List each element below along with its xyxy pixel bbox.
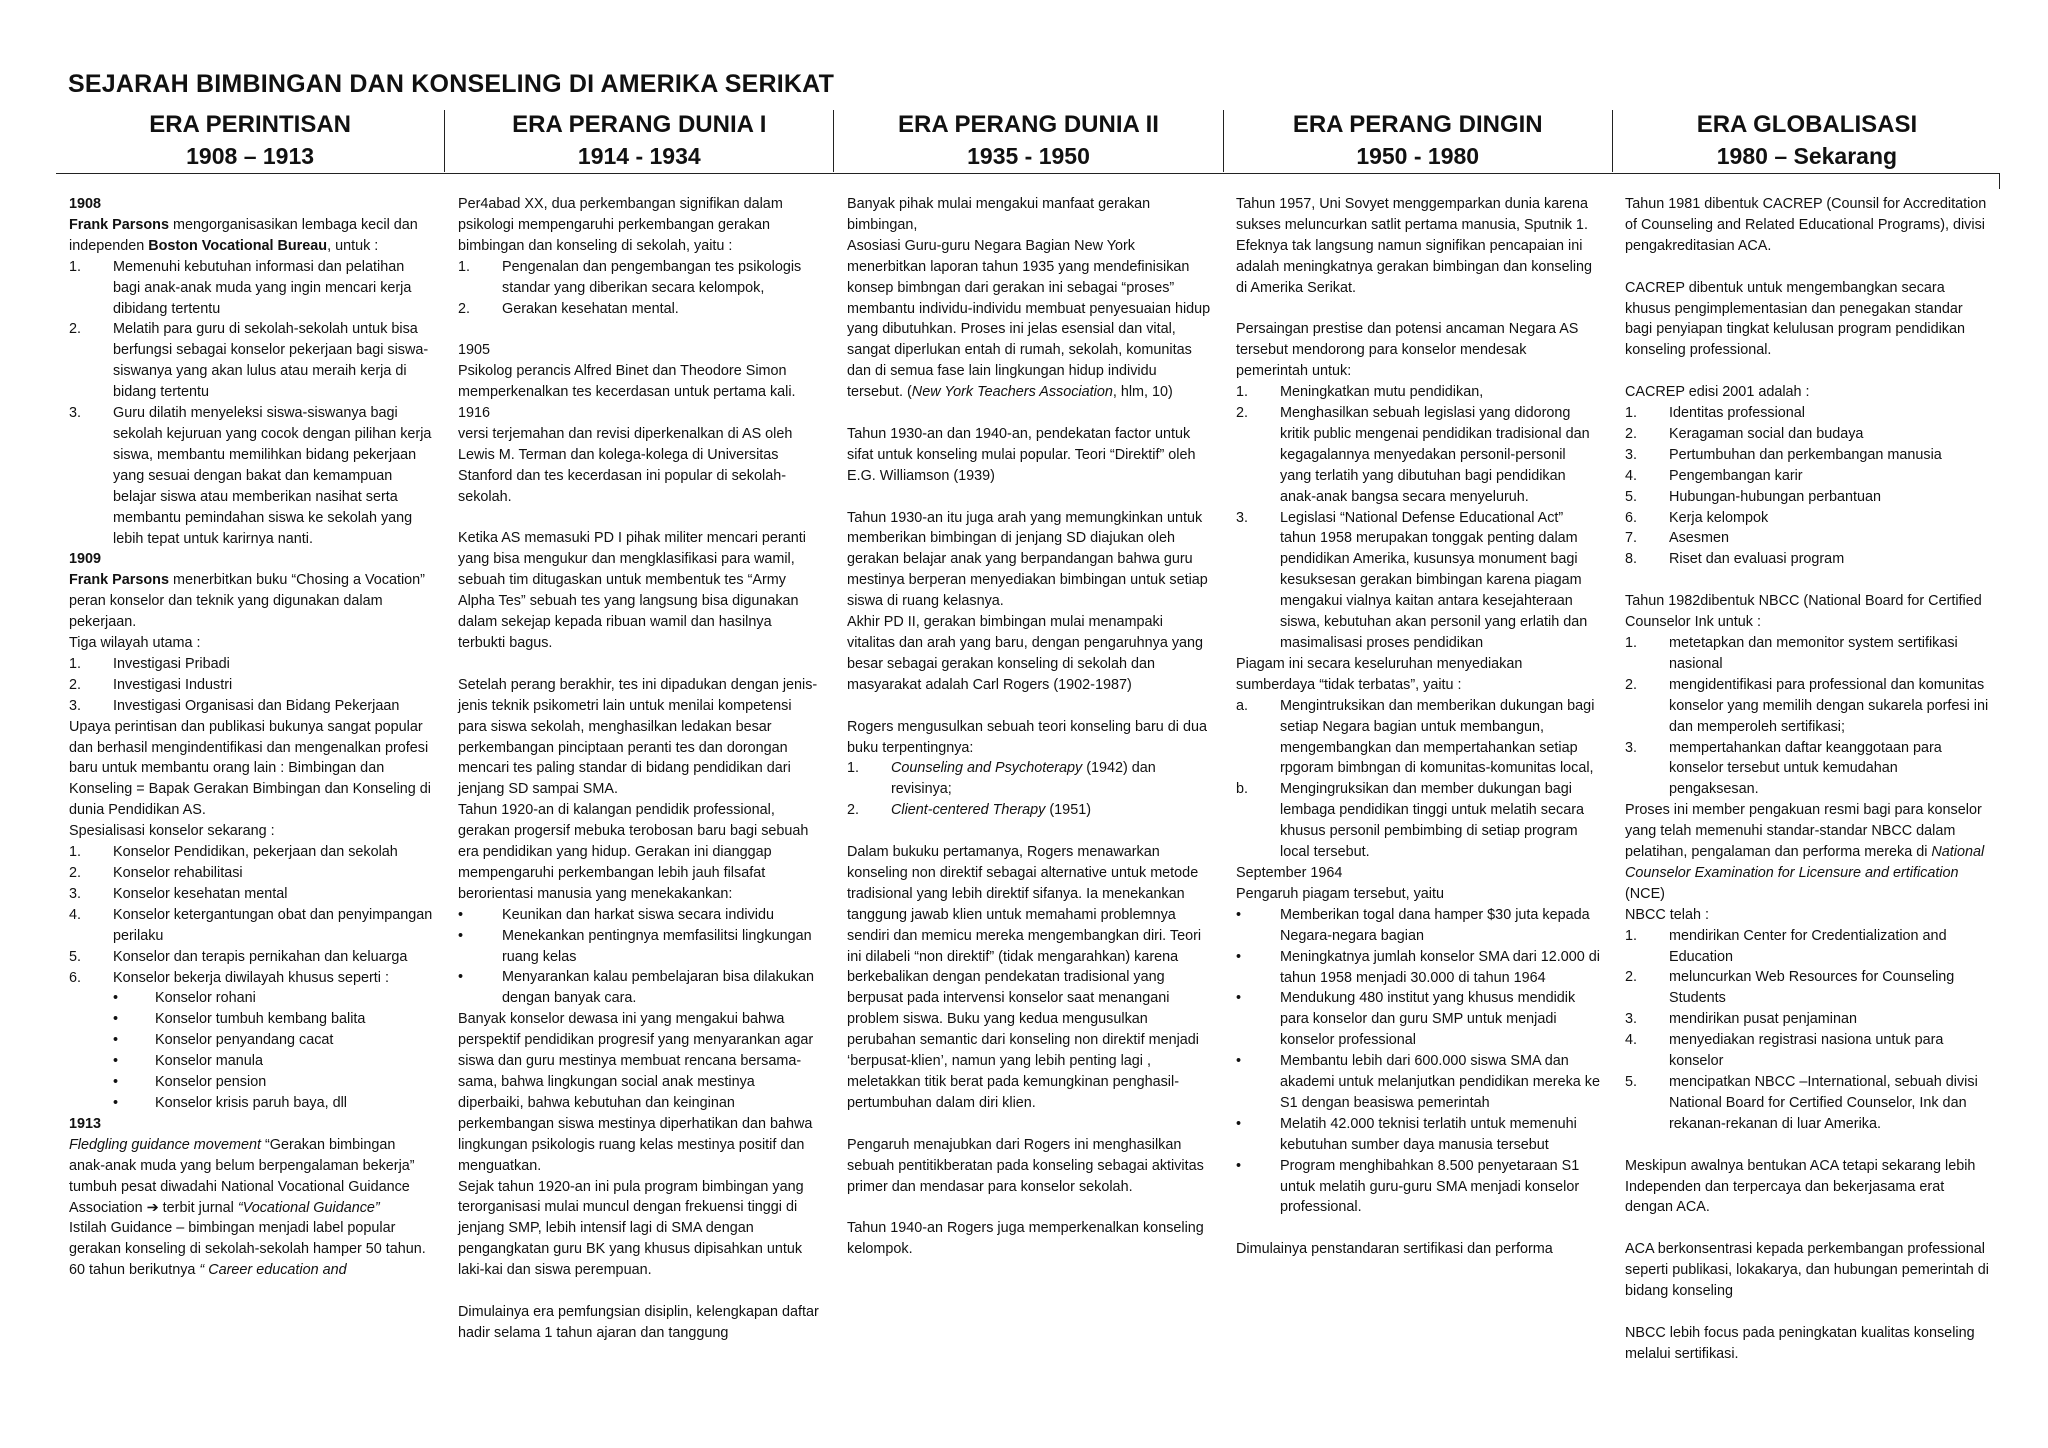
list-item [1625,549,1989,570]
numbered-list [69,842,433,1114]
header-divider-tick [1999,173,2000,189]
paragraph [847,236,1211,403]
list-text: Mendukung 480 institut yang khusus mendidik para konselor dan guru SMP untuk menjadi konselor professional [1280,990,1576,1049]
list-marker: 2. [1625,676,1638,693]
list-text: Konselor kesehatan mental [113,885,288,902]
list-marker: 5. [69,948,82,965]
list-item [1625,508,1989,529]
list-item [69,654,433,675]
paragraph: Pengaruh piagam tersebut, yaitu [1236,885,1444,902]
list-marker: 3. [1236,509,1249,526]
paragraph [69,570,433,633]
list-text: Mengingruksikan dan member dukungan bagi lembaga pendidikan tinggi untuk melatih secara khusus personil pembimbing di setiap program local tersebut. [1280,781,1584,861]
paragraph: Tahun 1957, Uni Sovyet menggemparkan dunia karena sukses meluncurkan satlit pertama manusia, Sputnik 1. Efeknya tak langsung namun signifikan pencapaian ini adalah meningkatnya gerakan bimbingan dan konseling di Amerika Serikat. [1236,196,1593,296]
list-text: Meningkatkan mutu pendidikan, [1280,384,1484,401]
list-marker: 4. [1625,467,1638,484]
person-name: Frank Parsons [69,216,169,233]
text-run: menerbitkan buku “Chosing a Vocation” peran konselor dan teknik yang digunakan dalam pekerjaan. [69,572,425,631]
bullet-icon: • [1236,906,1242,923]
list-text: Investigasi Industri [113,676,233,693]
list-marker: 3. [69,885,82,902]
list-text: menyediakan registrasi nasiona untuk para konselor [1669,1032,1944,1070]
era-years: 1908 – 1913 [186,143,315,169]
list-item [69,257,433,320]
bullet-icon: • [1236,1157,1242,1174]
list-marker: 1. [1625,405,1638,422]
bullet-icon: • [1236,990,1242,1007]
text-run: , untuk : [327,237,379,254]
list-item [458,257,822,299]
era-years: 1935 - 1950 [967,143,1090,169]
list-marker: 2. [1625,425,1638,442]
spacer [1625,257,1989,278]
list-item [1625,403,1989,424]
year-heading: 1909 [69,551,102,568]
paragraph: Tahun 1940-an Rogers juga memperkenalkan konseling kelompok. [847,1220,1204,1258]
era-name: ERA PERANG DINGIN [1292,111,1543,138]
list-text [891,800,1211,821]
paragraph [69,1135,433,1219]
paragraph: Banyak konselor dewasa ini yang mengakui bahwa perspektif pendidikan progresif yang menyarankan agar siswa dan guru mestinya membuat rencana bersama-sama, bahwa lingkungan social anak mestinya diperbaiki, bahwa kebutuhan dan keinginan perkembangan siswa mestinya diperhatikan dan bahwa lingkungan psikologis ruang kelas mestinya positif dan menguatkan. [458,1011,814,1174]
list-text: Asesmen [1669,530,1729,547]
bullet-item [69,1030,433,1051]
bullet-icon: • [458,906,464,923]
list-text: Menekankan pentingnya memfasilitsi lingkungan ruang kelas [502,927,812,965]
bullet-item [1236,1051,1600,1114]
list-item [69,319,433,403]
paragraph: versi terjemahan dan revisi diperkenalkan di AS oleh Lewis M. Terman dan kolega-kolega di Universitas Stanford dan tes kecerdasan ini popular di sekolah-sekolah. [458,425,793,505]
bullet-item [1236,988,1600,1051]
list-text: Konselor ketergantungan obat dan penyimpangan perilaku [113,906,433,944]
paragraph: NBCC telah : [1625,906,1709,923]
list-item [69,863,433,884]
list-text: Investigasi Pribadi [113,655,230,672]
paragraph: Rogers mengusulkan sebuah teori konseling baru di dua buku terpentingnya: [847,718,1207,756]
bullet-list [458,905,822,1010]
list-item [1236,696,1600,780]
list-marker: 2. [847,802,860,819]
list-marker: 1. [1625,634,1638,651]
bullet-icon: • [113,1094,119,1111]
list-item [1625,738,1989,801]
list-text: Riset dan evaluasi program [1669,551,1845,568]
spacer [458,508,822,529]
era-header-perang-dingin [1223,110,1612,172]
list-item [1625,675,1989,738]
list-text: Hubungan-hubungan perbantuan [1669,488,1882,505]
paragraph: Per4abad XX, dua perkembangan signifikan dalam psikologi mempengaruhi perkembangan gerakan bimbingan dan konseling di sekolah, yaitu : [458,196,783,254]
bullet-icon: • [1236,948,1242,965]
list-text: Melatih 42.000 teknisi terlatih untuk memenuhi kebutuhan sumber daya manusia tersebut [1280,1115,1577,1153]
list-item [1625,424,1989,445]
spacer [1625,570,1989,591]
paragraph: Ketika AS memasuki PD I pihak militer mencari peranti yang bisa mengukur dan mengklasifikasi para wamil, sebuah tim ditugaskan untuk membentuk tes “Army Alpha Tes” sebuah tes yang langsung bisa digunakan dalam sekejap kepada ribuan wamil dan hasilnya terbukti bagus. [458,530,806,651]
paragraph: Banyak pihak mulai mengakui manfaat gerakan bimbingan, [847,196,1151,233]
list-marker: 1. [69,258,82,275]
paragraph [69,1260,433,1281]
column-perintisan [56,194,445,1434]
spacer [1625,1302,1989,1323]
bullet-item [69,1093,433,1114]
bullet-item [1236,1114,1600,1156]
paragraph [69,215,433,257]
era-years: 1980 – Sekarang [1716,143,1898,169]
list-marker: 2. [458,300,471,317]
bullet-item [458,926,822,968]
list-marker: 3. [1625,1011,1638,1028]
era-name: ERA PERANG DUNIA I [512,111,767,138]
spacer [847,487,1211,508]
list-text: Melatih para guru di sekolah-sekolah untuk bisa berfungsi sebagai konselor pekerjaan bagi siswa-siswanya yang akan lulus atau meraih kerja di bidang tertentu [113,321,429,401]
paragraph: CACREP edisi 2001 adalah : [1625,384,1810,401]
numbered-list [69,654,433,717]
paragraph: Tahun 1930-an dan 1940-an, pendekatan factor untuk sifat untuk konseling mulai popular. Teori “Direktif” oleh E.G. Williamson (1939) [847,425,1196,484]
numbered-list [1625,926,1989,1135]
list-text: Konselor manula [155,1053,263,1070]
list-text: Pengembangan karir [1669,467,1803,484]
list-marker: 2. [1236,405,1249,422]
bullet-item [458,905,822,926]
column-perang-dingin [1223,194,1612,1434]
list-marker: 1. [69,844,82,861]
spacer [1625,1218,1989,1239]
list-item [1236,382,1600,403]
list-marker: 1. [458,258,471,275]
text-run: (1942) dan revisinya; [891,760,1156,798]
bullet-item [69,1051,433,1072]
bullet-item [69,988,433,1009]
paragraph: Dimulainya era pemfungsian disiplin, kelengkapan daftar hadir selama 1 tahun ajaran dan tanggung [458,1303,819,1341]
era-header-row [56,110,2001,172]
bullet-icon: • [113,1011,119,1028]
header-divider-line [56,173,2000,174]
era-header-globalisasi [1612,110,2001,172]
text-run: Proses ini member pengakuan resmi bagi para konselor yang telah memenuhi standar-standar NBCC dalam pelatihan, pengalaman dan performa mereka di [1625,802,1982,861]
paragraph: Upaya perintisan dan publikasi bukunya sangat popular dan berhasil mengindentifikasi dan mengenalkan profesi baru untuk membantu orang lain : Bimbingan dan Konseling = Bapak Gerakan Bimbingan dan Konseling di dunia Pendidikan AS. [69,718,432,819]
era-header-perintisan [56,110,444,172]
italic-run: New York Teachers Association [911,384,1113,401]
list-text: Gerakan kesehatan mental. [502,300,679,317]
column-perang-dunia-1 [445,194,834,1434]
text-run: “Gerakan bimbingan anak-anak muda yang belum berpengalaman bekerja” tumbuh pesat diwadahi National Vocational Guidance Association [69,1136,415,1216]
bullet-item [1236,947,1600,989]
book-title: Client-centered Therapy [891,802,1046,819]
text-run: 60 tahun berikutnya [69,1262,200,1279]
paragraph: ACA berkonsentrasi kepada perkembangan professional seperti publikasi, lokakarya, dan hubungan pemerintah di bidang konseling [1625,1241,1989,1300]
paragraph: Akhir PD II, gerakan bimbingan mulai menampaki vitalitas dan arah yang baru, dengan pengaruhnya yang besar sebagai gerakan konseling di sekolah dan masyarakat adalah Carl Rogers (1902-1987) [847,614,1204,693]
bullet-item [1236,1156,1600,1219]
spacer [1236,299,1600,320]
arrow-right-icon: ➔ [146,1199,159,1216]
year-label: 1905 [458,342,491,359]
list-text: Menghasilkan sebuah legislasi yang didorong kritik public mengenai pendidikan tradisional dan kegagalannya menyedakan personil-personil yang terlatih yang dibutuhan bagi pendidikan anak-anak bangsa secara menyeluruh. [1280,405,1590,505]
list-text: Konselor Pendidikan, pekerjaan dan sekolah [113,844,398,861]
spacer [1236,1218,1600,1239]
era-years: 1950 - 1980 [1356,143,1480,169]
spacer [847,1114,1211,1135]
list-marker: a. [1236,697,1249,714]
list-item [69,696,433,717]
spacer [458,654,822,675]
bullet-icon: • [113,1074,119,1091]
list-marker: 1. [69,655,82,672]
list-marker: 4. [1625,1032,1638,1049]
list-marker: 1. [1625,927,1638,944]
spacer [847,1197,1211,1218]
year-label: 1916 [458,405,491,422]
list-text: Memenuhi kebutuhan informasi dan pelatihan bagi anak-anak muda yang ingin mencari kerja dibidang tertentu [113,258,412,317]
text-run: (NCE) [1625,885,1665,902]
era-header-perang-dunia-1 [444,110,833,172]
list-item [458,299,822,320]
italic-run: “ Career education and [199,1262,347,1279]
list-marker: 5. [1625,1074,1638,1091]
list-marker: 2. [69,865,82,881]
list-marker: 6. [1625,509,1638,526]
list-text: mencipatkan NBCC –International, sebuah divisi National Board for Certified Counselor, Ink dan rekanan-rekanan di luar Amerika. [1669,1074,1978,1132]
bullet-icon: • [458,927,464,944]
bullet-icon: • [113,1053,119,1070]
paragraph: Meskipun awalnya bentukan ACA tetapi sekarang lebih Independen dan terpercaya dan bekerjasama erat dengan ACA. [1625,1157,1976,1216]
text-run: , hlm, 10) [1112,384,1173,401]
list-item [1625,967,1989,1009]
year-heading: 1913 [69,1115,102,1132]
list-item [69,842,433,863]
list-text: Memberikan togal dana hamper $30 juta kepada Negara-negara bagian [1280,906,1590,944]
list-item [69,884,433,905]
bullet-icon: • [113,990,119,1007]
list-item [69,675,433,696]
numbered-list [847,758,1211,821]
list-item [847,758,1211,800]
paragraph: Tahun 1920-an di kalangan pendidik professional, gerakan progersif mebuka terobosan baru bagi sebuah era pendidikan yang hidup. Gerakan ini dianggap mempengaruhi perkembangan lebih jauh filsafat berorientasi manusia yang menekakankan: [458,802,809,902]
list-item [1625,926,1989,968]
paragraph: Dalam bukuku pertamanya, Rogers menawarkan konseling non direktif sebagai alternative untuk metode tradisional yang lebih direktif sifanya. Ia menekankan tanggung jawab klien untuk memahami problemnya sendiri dan memicu mereka mengembangkan diri. Teori ini dilabeli “non direktif” (tidak mengarahkan) karena berkebalikan dengan pendekatan tradisional yang berpusat pada intervensi konselor saat menangani problem siswa. Buku yang kedua mengusulkan perubahan semantic dari konseling non direktif menjadi ‘berpusat-klien’, namun yang lebih penting lagi , meletakkan titik berat pada kemungkinan penghasil-pertumbuhan dalam diri klien. [847,844,1202,1111]
bullet-icon: • [458,969,464,986]
list-text: metetapkan dan memonitor system sertifikasi nasional [1669,634,1958,672]
paragraph: Tahun 1930-an itu juga arah yang memungkinkan untuk memberikan bimbingan di jenjang SD diajukan oleh gerakan belajar anak yang berpandangan bahwa guru mestinya berperan menyediakan bimbingan untuk setiap siswa di ruang kelasnya. [847,509,1208,610]
list-marker: 7. [1625,530,1638,547]
text-run: mengorganisasikan lembaga kecil dan independen [69,216,418,254]
list-text: Kerja kelompok [1669,509,1769,526]
list-text: Menyarankan kalau pembelajaran bisa dilakukan dengan banyak cara. [502,969,814,1007]
list-item [847,800,1211,821]
paragraph: CACREP dibentuk untuk mengembangkan secara khusus pengimplementasian dan penegakan standar bagi penyiapan tingkat kelulusan program pendidikan konseling professional. [1625,279,1966,359]
paragraph: NBCC lebih focus pada peningkatan kualitas konseling melalui sertifikasi. [1625,1324,1975,1362]
era-name: ERA PERANG DUNIA II [898,111,1159,138]
bullet-icon: • [1236,1115,1242,1132]
paragraph: Sejak tahun 1920-an ini pula program bimbingan yang terorganisasi mulai muncul dengan frekuensi tinggi di jenjang SMP, lebih intensif lagi di SMA dengan pengangkatan guru BK yang khusus dipisahkan untuk laki-kai dan siswa perempuan. [458,1178,804,1279]
organization-name: Boston Vocational Bureau [148,237,328,254]
list-text: Membantu lebih dari 600.000 siswa SMA dan akademi untuk melanjutkan pendidikan mereka ke S1 dengan beasiswa pemerintah [1280,1053,1600,1111]
list-text: Konselor dan terapis pernikahan dan keluarga [113,948,408,965]
era-columns [56,194,2001,1434]
list-text: Guru dilatih menyeleksi siswa-siswanya bagi sekolah kejuruan yang cocok dengan pilihan kerja siswa, membantu memilihkan bidang pekerjaan yang sesuai dengan bakat dan kemampuan belajar siswa atau memberikan nasihat serta membantu pemindahan siswa ke sekolah yang lebih tepat untuk karirnya nanti. [113,405,432,547]
list-marker: 3. [1625,446,1638,463]
spacer [458,319,822,340]
column-globalisasi [1612,194,2001,1434]
list-text: Mengintruksikan dan memberikan dukungan bagi setiap Negara bagian untuk membangun, mengembangkan dan mempertahankan setiap rpgoram bimbngan di komunitas-komunitas local, [1280,697,1595,777]
list-text: Konselor rehabilitasi [113,865,243,881]
list-text: Keunikan dan harkat siswa secara individu [502,906,774,923]
date-label: September 1964 [1236,864,1343,881]
list-marker: 3. [69,697,82,714]
text-run: Asosiasi Guru-guru Negara Bagian New York menerbitkan laporan tahun 1935 yang mendefinisikan konsep bimbngan dari gerakan ini sebagai “proses” membantu individu-individu membuat penyesuaian hidup yang dibutuhkan. Proses ini jelas esensial dan vital, sangat diperlukan entah di rumah, sekolah, komunitas dan di semua fase lain lingkungan hidup individu tersebut. ( [847,237,1211,401]
list-marker: 3. [1625,739,1638,756]
list-text: Konselor krisis paruh baya, dll [155,1094,347,1111]
italic-run: Fledgling guidance movement [69,1136,261,1153]
list-text: mengidentifikasi para professional dan komunitas konselor yang memilih dengan sukarela porfesi ini dan memperoleh sertifikasi; [1669,676,1989,735]
list-text: Program menghibahkan 8.500 penyetaraan S1 untuk melatih guru-guru SMA menjadi konselor professional. [1280,1157,1580,1216]
column-perang-dunia-2 [834,194,1223,1434]
paragraph: Spesialisasi konselor sekarang : [69,823,275,840]
spacer [847,403,1211,424]
list-marker: 2. [69,676,82,693]
numbered-list [458,257,822,320]
spacer [458,1281,822,1302]
bullet-item [69,1009,433,1030]
list-marker: 2. [69,321,82,338]
list-text: Keragaman social dan budaya [1669,425,1864,442]
list-text: Meningkatnya jumlah konselor SMA dari 12.000 di tahun 1958 menjadi 30.000 di tahun 1964 [1280,948,1600,986]
list-item [1625,445,1989,466]
list-text: Legislasi “National Defense Educational Act” tahun 1958 merupakan tonggak penting dalam pendidikan Amerika, kusunsya monument bagi kesuksesan gerakan bimbingan karena piagam mengakui vialnya kaitan antara kesejahteraan siswa, kebutuhan akan personil yang erlatih dan masimalisasi proses pendidikan [1280,509,1588,652]
year-heading: 1908 [69,196,102,212]
list-text: Investigasi Organisasi dan Bidang Pekerjaan [113,697,400,714]
text-run: terbit jurnal [158,1199,238,1216]
spacer [847,696,1211,717]
bullet-icon: • [1236,1053,1242,1070]
list-item [1625,1072,1989,1135]
numbered-list [1236,382,1600,654]
list-marker: 2. [1625,969,1638,986]
spacer [1625,1135,1989,1156]
list-item [69,968,433,989]
list-marker: 6. [69,969,82,986]
list-item [1625,466,1989,487]
list-text: mendirikan pusat penjaminan [1669,1011,1857,1028]
person-name: Frank Parsons [69,572,169,589]
list-marker: 1. [847,760,860,777]
list-text: Konselor bekerja diwilayah khusus seperti : [113,969,389,986]
bullet-item [69,1072,433,1093]
list-marker: 4. [69,906,82,923]
lettered-list [1236,696,1600,863]
list-text: Pertumbuhan dan perkembangan manusia [1669,446,1942,463]
paragraph: Pengaruh menajubkan dari Rogers ini menghasilkan sebuah pentitikberatan pada konseling sebagai aktivitas primer dan mendasar para konselor sekolah. [847,1136,1204,1195]
list-item [1625,1030,1989,1072]
numbered-list [69,257,433,550]
era-name: ERA GLOBALISASI [1696,111,1918,138]
list-text: Konselor tumbuh kembang balita [155,1011,366,1028]
paragraph: Setelah perang berakhir, tes ini dipadukan dengan jenis-jenis teknik psikometri lain untuk menilai kompetensi para siswa sekolah, menghasilkan ledakan besar perkembangan pinciptaan peranti tes dan dorongan mencari tes paling standar di bidang pendidikan dari jenjang SD sampai SMA. [458,676,818,798]
list-item [1625,487,1989,508]
bullet-item [458,967,822,1009]
book-title: Counseling and Psychoterapy [891,760,1083,777]
paragraph: Tiga wilayah utama : [69,635,201,652]
italic-run: “Vocational Guidance” [237,1199,380,1216]
list-marker: 3. [69,405,82,422]
paragraph [1625,800,1989,905]
paragraph: Istilah Guidance – bimbingan menjadi label popular gerakan konseling di sekolah-sekolah hamper 50 tahun. [69,1220,426,1258]
list-item [1625,528,1989,549]
list-text: meluncurkan Web Resources for Counseling Students [1669,969,1955,1007]
era-years: 1914 - 1934 [577,143,701,169]
list-item [1625,1009,1989,1030]
list-text: Konselor penyandang cacat [155,1032,334,1049]
paragraph: Psikolog perancis Alfred Binet dan Theodore Simon memperkenalkan tes kecerdasan untuk pertama kali. [458,363,796,401]
list-item [1236,508,1600,654]
list-marker: 1. [1236,384,1249,401]
list-text: mempertahankan daftar keanggotaan para konselor tersebut untuk kemudahan pengaksesan. [1669,739,1942,798]
italic-run: National Counselor Examination for Licensure and ertification [1625,844,1985,881]
era-header-perang-dunia-2 [833,110,1222,172]
bullet-list [1236,905,1600,1219]
paragraph: Tahun 1982dibentuk NBCC (National Board for Certified Counselor Ink untuk : [1625,593,1982,631]
bullet-icon: • [113,1032,119,1049]
list-marker: 8. [1625,551,1638,568]
bullet-item [1236,905,1600,947]
list-item [69,403,433,549]
list-text: Konselor rohani [155,990,256,1007]
list-text: Pengenalan dan pengembangan tes psikologis standar yang diberikan secara kelompok, [502,258,802,296]
paragraph: Piagam ini secara keseluruhan menyediakan sumberdaya “tidak terbatas”, yaitu : [1236,655,1523,693]
era-name: ERA PERINTISAN [149,111,351,138]
spacer [1625,361,1989,382]
list-item [69,905,433,947]
list-text: mendirikan Center for Credentialization and Education [1669,927,1947,965]
list-item [1236,403,1600,508]
paragraph: Persaingan prestise dan potensi ancaman Negara AS tersebut mendorong para konselor mendesak pemerintah untuk: [1236,321,1579,380]
list-item [1236,779,1600,863]
paragraph: Tahun 1981 dibentuk CACREP (Counsil for Accreditation of Counseling and Related Educational Programs), divisi pengakreditasian ACA. [1625,196,1987,254]
list-text [891,758,1211,800]
numbered-list [1625,633,1989,800]
paragraph: Dimulainya penstandaran sertifikasi dan performa [1236,1241,1553,1258]
list-text: Identitas professional [1669,405,1805,422]
list-item [1625,633,1989,675]
list-text: Konselor pension [155,1074,267,1091]
list-marker: 5. [1625,488,1638,505]
list-marker: b. [1236,781,1249,798]
document-title: SEJARAH BIMBINGAN DAN KONSELING DI AMERIKA SERIKAT [68,70,835,98]
list-item [69,947,433,968]
text-run: (1951) [1045,802,1091,819]
numbered-list [1625,403,1989,570]
spacer [847,821,1211,842]
